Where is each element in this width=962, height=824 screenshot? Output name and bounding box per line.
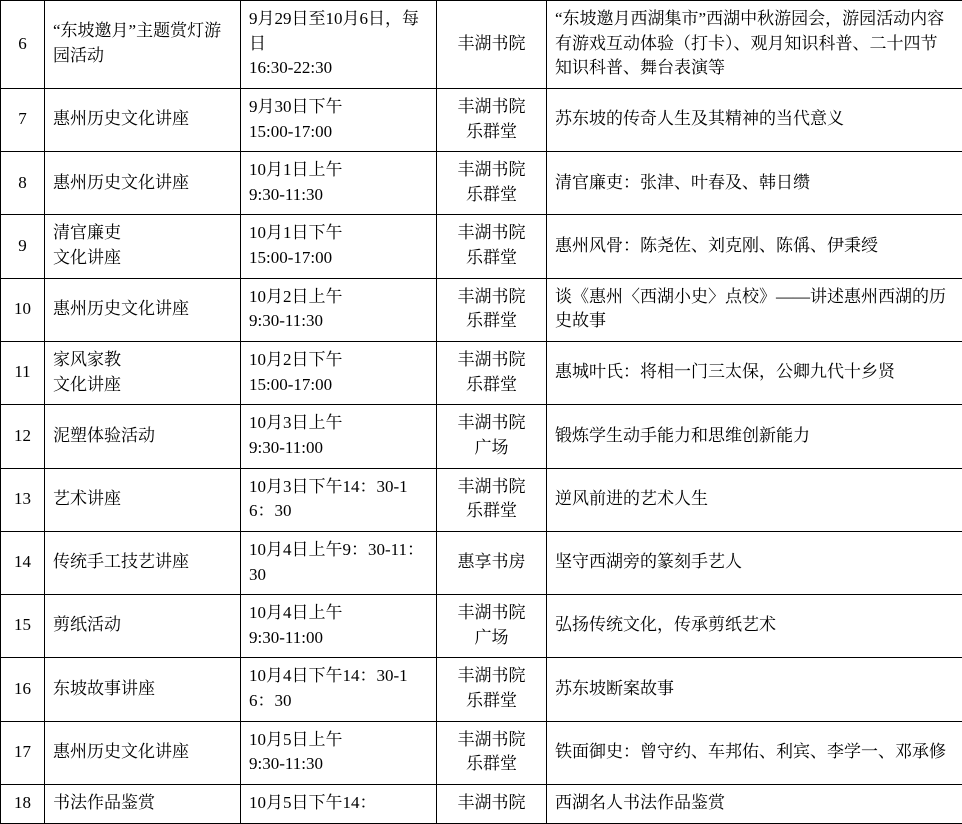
row-index: 15 [1, 595, 45, 658]
row-activity-name: 东坡故事讲座 [45, 658, 241, 721]
table-row [1, 88, 962, 151]
schedule-table-body [1, 1, 962, 824]
row-activity-place: 丰湖书院 乐群堂 [437, 278, 547, 341]
row-activity-time: 10月2日下午 15:00-17:00 [241, 342, 437, 405]
row-activity-time: 10月1日上午 9:30-11:30 [241, 152, 437, 215]
row-activity-time: 10月4日下午14：30-16：30 [241, 658, 437, 721]
row-activity-name: 书法作品鉴赏 [45, 785, 241, 824]
row-activity-name: 艺术讲座 [45, 468, 241, 531]
row-activity-time: 10月2日上午 9:30-11:30 [241, 278, 437, 341]
row-activity-place: 丰湖书院 乐群堂 [437, 658, 547, 721]
row-activity-name: 清官廉吏 文化讲座 [45, 215, 241, 278]
row-activity-name: 剪纸活动 [45, 595, 241, 658]
row-index: 8 [1, 152, 45, 215]
row-activity-time: 9月30日下午 15:00-17:00 [241, 88, 437, 151]
row-activity-desc: 逆风前进的艺术人生 [547, 468, 962, 531]
row-activity-place: 丰湖书院 乐群堂 [437, 468, 547, 531]
table-row [1, 595, 962, 658]
row-activity-name: 传统手工技艺讲座 [45, 531, 241, 594]
row-activity-time: 10月1日下午 15:00-17:00 [241, 215, 437, 278]
row-index: 11 [1, 342, 45, 405]
table-row [1, 278, 962, 341]
row-activity-desc: 坚守西湖旁的篆刻手艺人 [547, 531, 962, 594]
row-activity-place: 惠享书房 [437, 531, 547, 594]
table-row [1, 785, 962, 824]
row-activity-desc: 苏东坡的传奇人生及其精神的当代意义 [547, 88, 962, 151]
row-activity-time: 10月5日上午 9:30-11:30 [241, 721, 437, 784]
row-activity-desc: 锻炼学生动手能力和思维创新能力 [547, 405, 962, 468]
table-row [1, 405, 962, 468]
row-activity-name: 惠州历史文化讲座 [45, 721, 241, 784]
row-activity-desc: 西湖名人书法作品鉴赏 [547, 785, 962, 824]
row-index: 10 [1, 278, 45, 341]
row-activity-time: 10月3日上午 9:30-11:00 [241, 405, 437, 468]
row-index: 17 [1, 721, 45, 784]
row-index: 7 [1, 88, 45, 151]
row-activity-time: 10月4日上午 9:30-11:00 [241, 595, 437, 658]
row-activity-desc: 谈《惠州〈西湖小史〉点校》——讲述惠州西湖的历史故事 [547, 278, 962, 341]
row-index: 18 [1, 785, 45, 824]
row-activity-place: 丰湖书院 广场 [437, 595, 547, 658]
row-index: 13 [1, 468, 45, 531]
table-row [1, 721, 962, 784]
table-row [1, 658, 962, 721]
row-index: 6 [1, 1, 45, 89]
table-row [1, 531, 962, 594]
table-row [1, 468, 962, 531]
row-activity-time: 9月29日至10月6日，每日 16:30-22:30 [241, 1, 437, 89]
row-activity-place: 丰湖书院 乐群堂 [437, 152, 547, 215]
row-activity-place: 丰湖书院 乐群堂 [437, 342, 547, 405]
row-index: 16 [1, 658, 45, 721]
row-activity-name: 惠州历史文化讲座 [45, 152, 241, 215]
table-row [1, 215, 962, 278]
row-activity-desc: 惠城叶氏：将相一门三太保，公卿九代十乡贤 [547, 342, 962, 405]
row-activity-name: 惠州历史文化讲座 [45, 88, 241, 151]
table-row [1, 152, 962, 215]
table-row [1, 1, 962, 89]
row-activity-time: 10月5日下午14： [241, 785, 437, 824]
row-activity-desc: 铁面御史：曾守约、车邦佑、利宾、李学一、邓承修 [547, 721, 962, 784]
row-activity-place: 丰湖书院 广场 [437, 405, 547, 468]
row-activity-place: 丰湖书院 乐群堂 [437, 721, 547, 784]
row-activity-place: 丰湖书院 乐群堂 [437, 215, 547, 278]
row-index: 12 [1, 405, 45, 468]
row-activity-name: 家风家教 文化讲座 [45, 342, 241, 405]
row-activity-desc: 惠州风骨：陈尧佐、刘克刚、陈偁、伊秉绶 [547, 215, 962, 278]
row-index: 9 [1, 215, 45, 278]
row-activity-place: 丰湖书院 乐群堂 [437, 88, 547, 151]
row-activity-name: 惠州历史文化讲座 [45, 278, 241, 341]
table-row [1, 342, 962, 405]
row-index: 14 [1, 531, 45, 594]
row-activity-place: 丰湖书院 [437, 785, 547, 824]
row-activity-name: “东坡邀月”主题赏灯游园活动 [45, 1, 241, 89]
row-activity-desc: “东坡邀月西湖集市”西湖中秋游园会，游园活动内容有游戏互动体验（打卡）、观月知识科普、二十四节知识科普、舞台表演等 [547, 1, 962, 89]
row-activity-place: 丰湖书院 [437, 1, 547, 89]
row-activity-desc: 弘扬传统文化，传承剪纸艺术 [547, 595, 962, 658]
row-activity-name: 泥塑体验活动 [45, 405, 241, 468]
row-activity-time: 10月3日下午14：30-16：30 [241, 468, 437, 531]
row-activity-desc: 清官廉吏：张津、叶春及、韩日缵 [547, 152, 962, 215]
row-activity-time: 10月4日上午9：30-11：30 [241, 531, 437, 594]
row-activity-desc: 苏东坡断案故事 [547, 658, 962, 721]
